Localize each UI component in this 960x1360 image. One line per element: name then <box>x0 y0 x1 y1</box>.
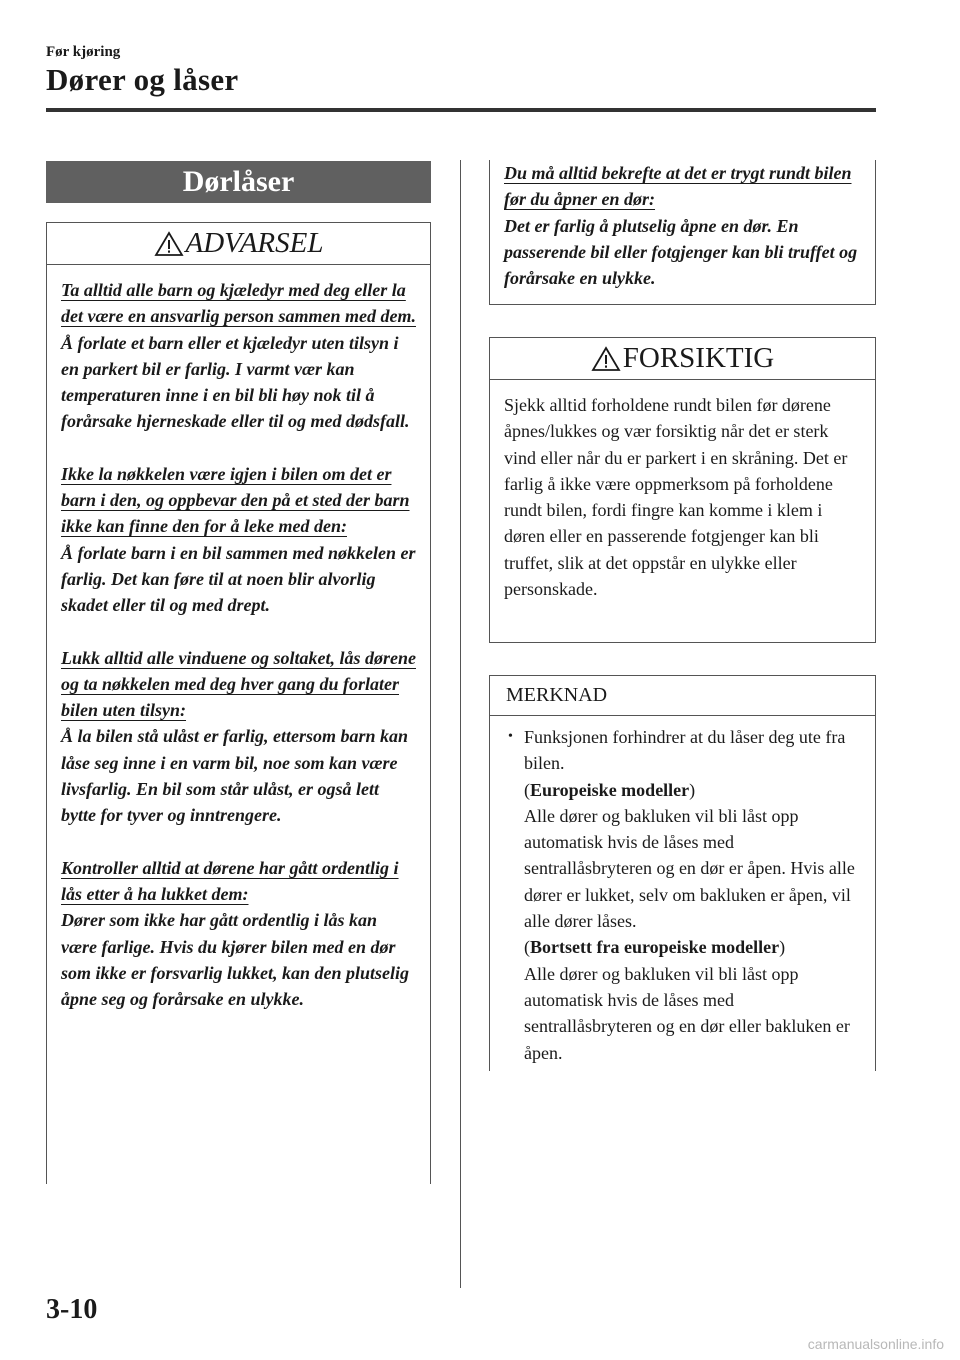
warning-label: ADVARSEL <box>185 227 324 259</box>
caution-header <box>490 338 875 380</box>
header-divider <box>46 108 876 112</box>
warning-heading-1: Ta alltid alle barn og kjæledyr med deg eller la det være en ansvarlig person sammen med dem. <box>61 280 416 327</box>
warning-heading-2: Ikke la nøkkelen være igjen i bilen om det er barn i den, og oppbevar den på et sted der barn ikke kan finne den for å leke med den: <box>61 463 410 537</box>
warning-body <box>47 265 430 1012</box>
caution-box <box>489 337 876 643</box>
note-text-1: Alle dører og bakluken vil bli låst opp automatisk hvis de låses med sentrallåsbryteren og en dør er åpen. Hvis alle dører er lukket, selv om bakluken er åpen, vil alle dører låses. <box>524 805 855 932</box>
watermark: carmanualsonline.info <box>807 1336 944 1352</box>
note-body <box>490 716 875 1066</box>
warning-text-5: Det er farlig å plutselig åpne en dør. En passerende bil eller fotgjenger kan bli truffet og forårsake en ulykke. <box>504 215 858 289</box>
note-model-heading-1: (Europeiske modeller) <box>524 779 696 800</box>
page-number: 3-10 <box>46 1294 98 1325</box>
column-divider <box>460 160 461 1288</box>
note-label: MERKNAD <box>490 676 875 716</box>
warning-header <box>47 223 430 265</box>
caution-label: FORSIKTIG <box>622 342 775 374</box>
note-intro: Funksjonen forhindrer at du låser deg ute fra bilen. <box>524 727 846 774</box>
list-item <box>506 724 861 1066</box>
chapter-label: Før kjøring <box>46 44 121 60</box>
warning-continued-box <box>489 160 876 305</box>
warning-heading-3: Lukk alltid alle vinduene og soltaket, lås dørene og ta nøkkelen med deg hver gang du forlater bilen uten tilsyn: <box>61 647 416 721</box>
warning-text-4: Dører som ikke har gått ordentlig i lås kan være farlige. Hvis du kjører bilen med en dør som ikke er forsvarlig lukket, kan den plutselig åpne seg og forårsake en ulykke. <box>61 910 410 1010</box>
note-box <box>489 675 876 1071</box>
warning-heading-4: Kontroller alltid at dørene har gått ordentlig i lås etter å ha lukket dem: <box>61 857 399 904</box>
warning-text-1: Å forlate et barn eller et kjæledyr uten tilsyn i en parkert bil er farlig. I varmt vær kan temperaturen inne i en bil bli høy nok til å forårsake hjerneskade eller til og med dødsfall. <box>61 332 410 432</box>
warning-triangle-icon <box>591 346 621 372</box>
bullet-icon: • <box>508 729 513 744</box>
warning-triangle-icon <box>154 231 184 257</box>
page-title: Dører og låser <box>46 62 239 97</box>
note-model-heading-2: (Bortsett fra europeiske modeller) <box>524 937 786 958</box>
warning-text-3: Å la bilen stå ulåst er farlig, ettersom barn kan låse seg inne i en varm bil, noe som kan være livsfarlig. En bil som står ulåst, er også lett bytte for tyver og inntrengere. <box>61 726 409 826</box>
caution-text: Sjekk alltid forholdene rundt bilen før dørene åpnes/lukkes og vær forsiktig når det er sterk vind eller når du er parkert i en skråning. Det er farlig å ikke være oppmerksom på forholdene rundt bilen, fordi fingre kan komme i klem i døren eller en passerende fotgjenger kan bli truffet, slik at det oppstår en ulykke eller personskade. <box>504 395 848 600</box>
warning-box <box>46 222 431 1184</box>
warning-heading-5: Du må alltid bekrefte at det er trygt rundt bilen før du åpner en dør: <box>504 163 852 210</box>
note-text-2: Alle dører og bakluken vil bli låst opp automatisk hvis de låses med sentrallåsbryteren og en dør eller bakluken er åpen. <box>524 963 850 1063</box>
warning-text-2: Å forlate barn i en bil sammen med nøkkelen er farlig. Det kan føre til at noen blir alvorlig skadet eller til og med drept. <box>61 542 416 616</box>
section-banner: Dørlåser <box>46 161 431 203</box>
